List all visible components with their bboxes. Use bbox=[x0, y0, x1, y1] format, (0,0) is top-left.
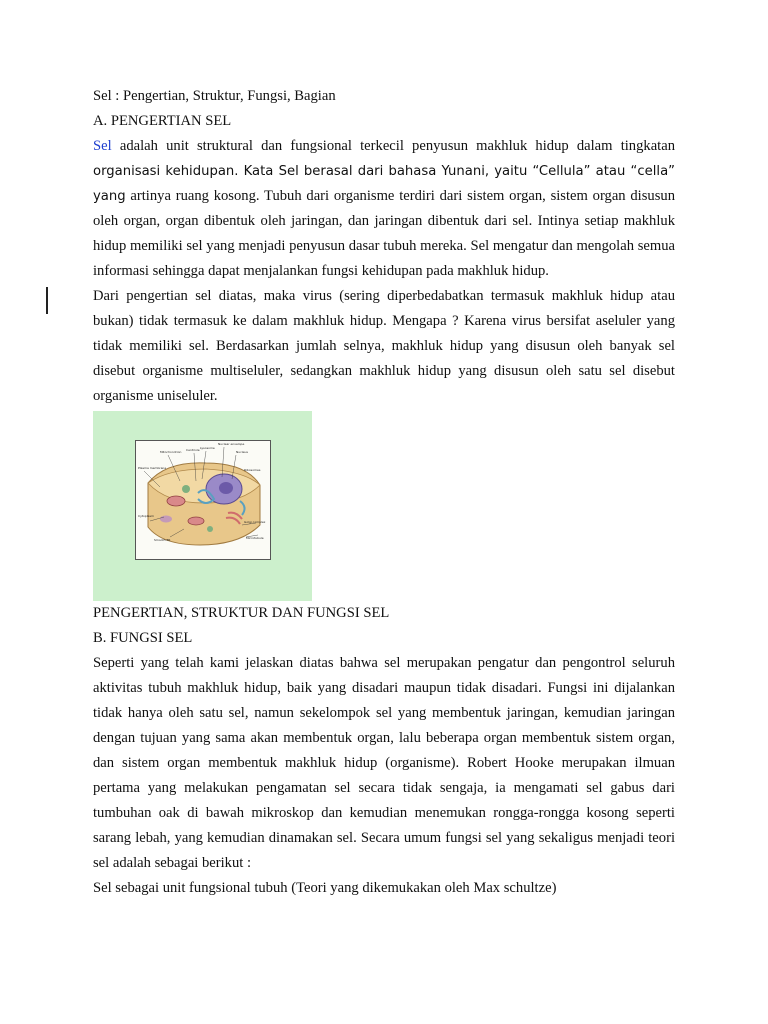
svg-text:Golgi complex: Golgi complex bbox=[244, 520, 266, 524]
section-b-heading: B. FUNGSI SEL bbox=[93, 630, 193, 646]
svg-text:Mitochondrion: Mitochondrion bbox=[160, 450, 182, 454]
svg-text:Nuclear envelope: Nuclear envelope bbox=[218, 442, 245, 446]
svg-text:Microtubule: Microtubule bbox=[246, 536, 264, 540]
paragraph-pengertian bbox=[93, 134, 675, 284]
section-a-heading: A. PENGERTIAN SEL bbox=[93, 113, 232, 129]
paragraph-virus: Dari pengertian sel diatas, maka virus (sering diperbedabatkan termasuk makhluk hidup atau bukan) tidak termasuk ke dalam makhluk hidup. Mengapa ? Karena virus bersifat aseluler yang tidak memiliki sel. Berdasarkan jumlah selnya, makhluk hidup yang disusun oleh banyak sel disebut organisme multiseluler, sedangkan makhluk hidup yang disusun oleh satu sel disebut organisme uniseluler. bbox=[93, 288, 675, 404]
svg-text:Plasma membrane: Plasma membrane bbox=[138, 466, 167, 470]
last-line: Sel sebagai unit fungsional tubuh (Teori yang dikemukakan oleh Max schultze) bbox=[93, 880, 557, 896]
svg-text:Cytoplasm: Cytoplasm bbox=[138, 514, 154, 518]
svg-text:Smooth ER: Smooth ER bbox=[154, 538, 171, 542]
svg-text:Nucleus: Nucleus bbox=[236, 450, 248, 454]
sel-link[interactable]: Sel bbox=[93, 138, 112, 154]
text-cursor bbox=[46, 287, 48, 314]
paragraph-fungsi: Seperti yang telah kami jelaskan diatas bahwa sel merupakan pengatur dan pengontrol seluruh aktivitas tubuh makhluk hidup, baik yang disadari maupun tidak disadari. Fungsi ini dijalankan tidak hanya oleh satu sel, namun sekelompok sel yang membentuk jaringan, kemudian jaringan dengan tujuan yang sama akan membentuk organ, lalu beberapa organ membentuk sistem organ, dan sistem organ membentuk makhluk hidup (organisme). Robert Hooke merupakan ilmuan pertama yang melakukan pengamatan sel secara tidak sengaja, ia mengamati sel gabus dari tumbuhan oak di bawah mikroskop dan kemudian menemukan rongga-rongga kosong seperti sarang lebah, yang kemudian dinamakan sel. Secara umum fungsi sel yang sekaligus menjadi teori sel adalah sebagai berikut : bbox=[93, 655, 675, 871]
cell-figure-panel bbox=[93, 411, 312, 601]
paragraph-text-b: organisasi kehidupan. Kata Sel berasal dari bahasa Yunani, yaitu “Cellula” atau “cella” yang bbox=[93, 164, 675, 204]
svg-text:Centriole: Centriole bbox=[186, 448, 200, 452]
paragraph-text-a: adalah unit struktural dan fungsional terkecil penyusun makhluk hidup dalam tingkatan bbox=[111, 138, 675, 154]
document-page bbox=[93, 84, 675, 901]
document-title: Sel : Pengertian, Struktur, Fungsi, Bagian bbox=[93, 88, 336, 104]
svg-text:Ribosomes: Ribosomes bbox=[244, 468, 261, 472]
svg-text:Lysosome: Lysosome bbox=[200, 446, 215, 450]
cell-diagram-image bbox=[135, 440, 271, 560]
caption-line: PENGERTIAN, STRUKTUR DAN FUNGSI SEL bbox=[93, 605, 390, 621]
paragraph-text-c: artinya ruang kosong. Tubuh dari organisme terdiri dari sistem organ, sistem organ disusun oleh organ, organ dibentuk oleh jaringan, dan jaringan dibentuk dari sel. Intinya setiap makhluk hidup memiliki sel yang menjadi penyusun dasar tubuh mereka. Sel mengatur dan mengolah semua informasi sehingga dapat menjalankan fungsi kehidupan pada makhluk hidup. bbox=[93, 188, 675, 279]
